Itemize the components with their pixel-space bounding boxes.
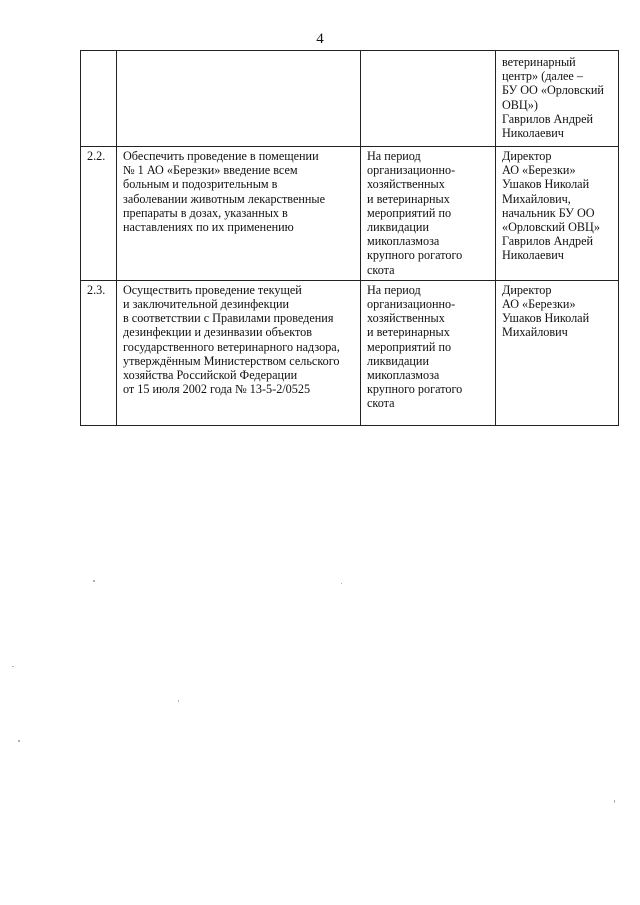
table-row — [81, 51, 619, 147]
table-row — [81, 147, 619, 281]
responsible-cell: Директор АО «Березки» Ушаков Николай Михайлович, начальник БУ ОО «Орловский ОВЦ» Гаврилов Андрей Николаевич — [496, 147, 619, 281]
scan-speck — [93, 580, 95, 582]
responsible-cell: Директор АО «Березки» Ушаков Николай Михайлович — [496, 280, 619, 425]
action-cell: Обеспечить проведение в помещении № 1 АО «Березки» введение всем больным и подозрительным в заболевании животным лекарственные препараты в дозах, указанных в наставлениях по их применению — [117, 147, 361, 281]
scan-speck — [12, 666, 14, 667]
row-number: 2.2. — [81, 147, 117, 281]
row-number — [81, 51, 117, 147]
row-number: 2.3. — [81, 280, 117, 425]
page-number: 4 — [316, 31, 324, 47]
action-cell: Осуществить проведение текущей и заключительной дезинфекции в соответствии с Правилами проведения дезинфекции и дезинвазии объектов государственного ветеринарного надзора, утверждённым Министерством сельского хозяйства Российской Федерации от 15 июля 2002 года № 13-5-2/0525 — [117, 280, 361, 425]
scan-speck — [341, 583, 342, 584]
scan-speck — [614, 800, 615, 803]
term-cell: На период организационно- хозяйственных и ветеринарных мероприятий по ликвидации микоплазмоза крупного рогатого скота — [361, 147, 496, 281]
term-cell — [361, 51, 496, 147]
action-cell — [117, 51, 361, 147]
scan-speck — [18, 740, 20, 742]
scan-speck — [178, 700, 179, 702]
table-row — [81, 280, 619, 425]
term-cell: На период организационно- хозяйственных и ветеринарных мероприятий по ликвидации микоплазмоза крупного рогатого скота — [361, 280, 496, 425]
responsible-cell: ветеринарный центр» (далее – БУ ОО «Орловский ОВЦ») Гаврилов Андрей Николаевич — [496, 51, 619, 147]
measures-table — [80, 50, 619, 426]
